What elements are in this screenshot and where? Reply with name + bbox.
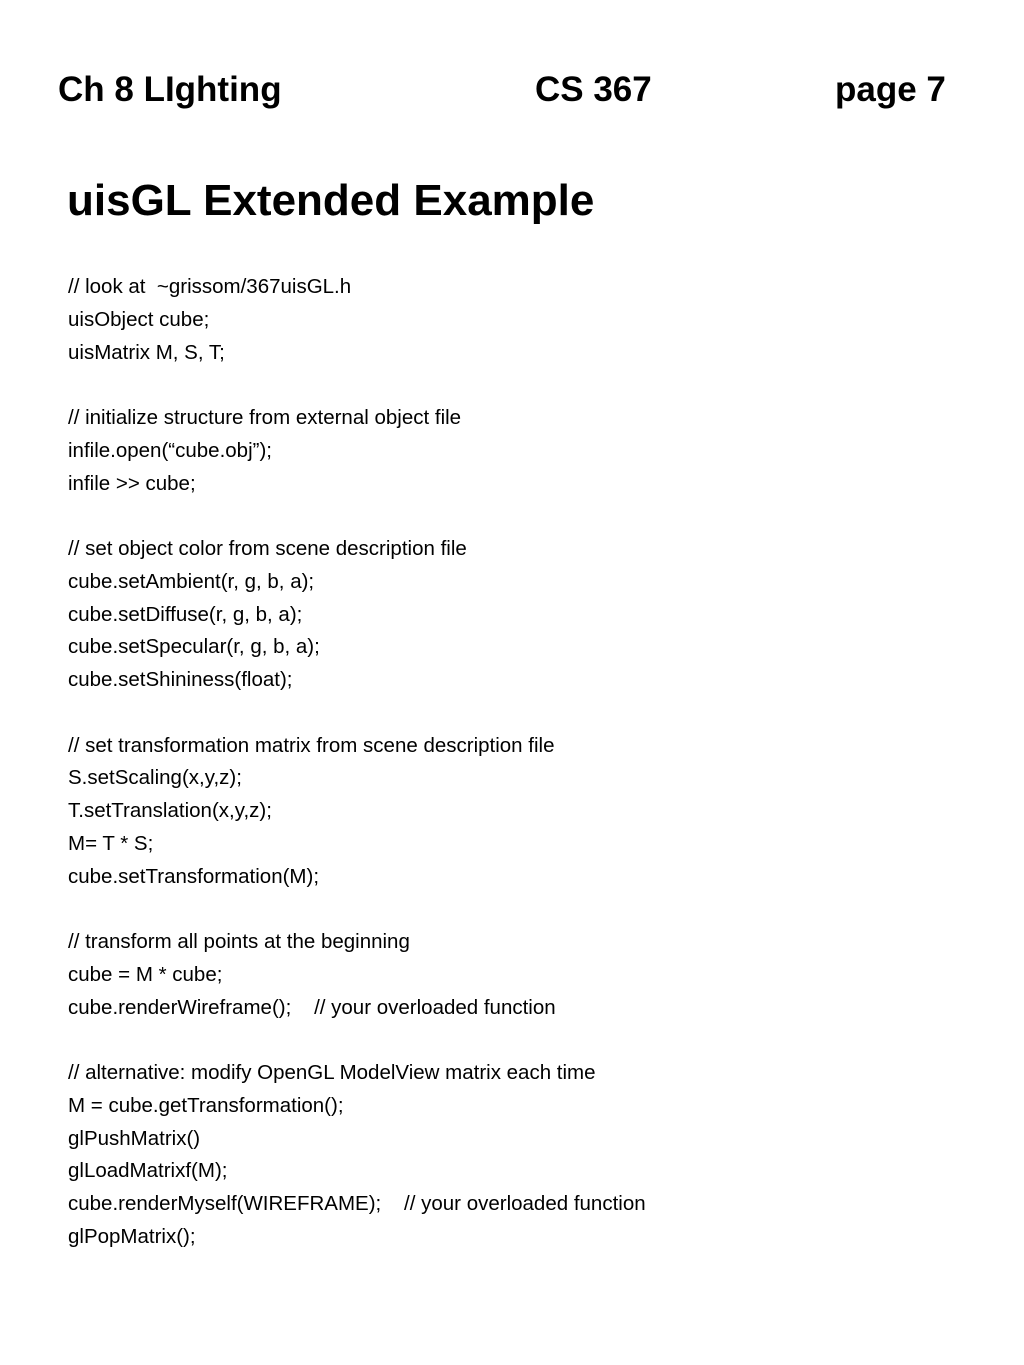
code-line: uisObject cube; [68,307,210,331]
blank-line [68,697,968,730]
page-number: page 7 [835,70,946,109]
chapter-title: Ch 8 LIghting [58,70,282,109]
code-line: M= T * S; [68,831,154,855]
code-line: glLoadMatrixf(M); [68,1159,228,1183]
code-line: glPushMatrix() [68,1126,201,1150]
course-code: CS 367 [535,70,652,109]
code-line: T.setTranslation(x,y,z); [68,799,272,822]
blank-line [68,500,968,533]
code-line: cube.setTransformation(M); [68,864,320,888]
blank-line [68,369,968,402]
code-line: // alternative: modify OpenGL ModelView matrix each time [68,1061,596,1084]
code-line: cube.setDiffuse(r, g, b, a); [68,602,303,626]
page-header [0,70,1024,115]
code-line: cube.renderMyself(WIREFRAME); // your overloaded function [68,1192,646,1215]
code-line: cube.setSpecular(r, g, b, a); [68,635,320,659]
blank-line [68,1024,968,1057]
code-line: infile.open(“cube.obj”); [68,438,272,462]
code-line: // set transformation matrix from scene description file [68,733,555,757]
code-line: // set object color from scene description file [68,537,467,560]
code-line: infile >> cube; [68,471,196,495]
code-line: uisMatrix M, S, T; [68,340,225,364]
code-line: // initialize structure from external object file [68,406,462,429]
code-line: cube = M * cube; [68,962,223,986]
code-line: cube.renderWireframe(); // your overloaded function [68,995,556,1019]
code-line: glPopMatrix(); [68,1224,196,1248]
code-line: // transform all points at the beginning [68,930,410,953]
code-line: S.setScaling(x,y,z); [68,766,242,790]
code-block [68,271,968,1254]
code-line: cube.setAmbient(r, g, b, a); [68,569,315,593]
blank-line [68,893,968,926]
code-line: M = cube.getTransformation(); [68,1093,344,1117]
slide-title: uisGL Extended Example [67,176,595,225]
code-line: // look at ~grissom/367uisGL.h [68,275,352,298]
code-line: cube.setShininess(float); [68,668,293,691]
